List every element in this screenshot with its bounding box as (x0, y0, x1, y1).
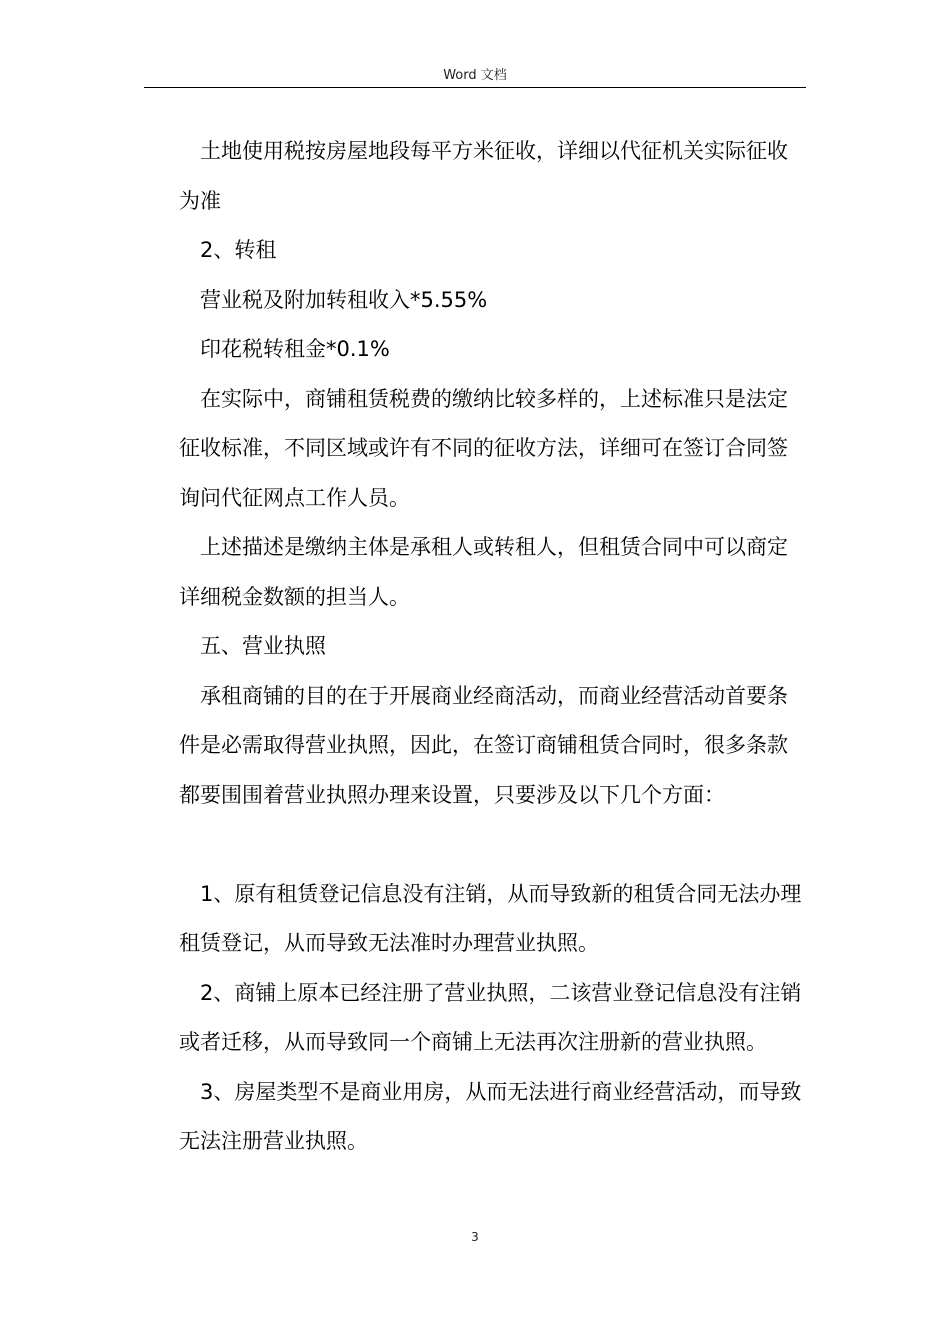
paragraph-spacer (179, 820, 804, 870)
paragraph-sublease-heading: 2、转租 (200, 238, 277, 262)
paragraph-tax-payer: 上述描述是缴纳主体是承租人或转租人，但租赁合同中可以商定详细税金数额的担当人。 (179, 535, 788, 609)
paragraph-business-tax: 营业税及附加转租收入*5.55% (200, 287, 488, 312)
paragraph-license-intro: 承租商铺的目的在于开展商业经商活动，而商业经营活动首要条件是必需取得营业执照，因此，在签订商铺租赁合同时，很多条款都要围围着营业执照办理来设置，只要涉及以下几个方面： (179, 683, 788, 807)
page-number: 3 (471, 1230, 479, 1244)
document-body (179, 127, 804, 1167)
paragraph-item-2: 2、商铺上原本已经注册了营业执照，二该营业登记信息没有注销或者迁移，从而导致同一个商铺上无法再次注册新的营业执照。 (179, 980, 802, 1054)
paragraph-item-1: 1、原有租赁登记信息没有注销，从而导致新的租赁合同无法办理租赁登记，从而导致无法准时办理营业执照。 (179, 881, 802, 955)
header-divider (144, 87, 806, 88)
paragraph-tax-practice: 在实际中，商铺租赁税费的缴纳比较多样的，上述标准只是法定征收标准，不同区域或许有不同的征收方法，详细可在签订合同签询问代征网点工作人员。 (179, 386, 788, 510)
paragraph-license-heading: 五、营业执照 (200, 634, 326, 658)
paragraph-stamp-tax: 印花税转租金*0.1% (200, 337, 390, 361)
page-header-title: Word 文档 (443, 68, 507, 83)
paragraph-item-3: 3、房屋类型不是商业用房，从而无法进行商业经营活动，而导致无法注册营业执照。 (179, 1079, 802, 1153)
paragraph-land-tax: 土地使用税按房屋地段每平方米征收，详细以代征机关实际征收为准 (179, 139, 788, 213)
